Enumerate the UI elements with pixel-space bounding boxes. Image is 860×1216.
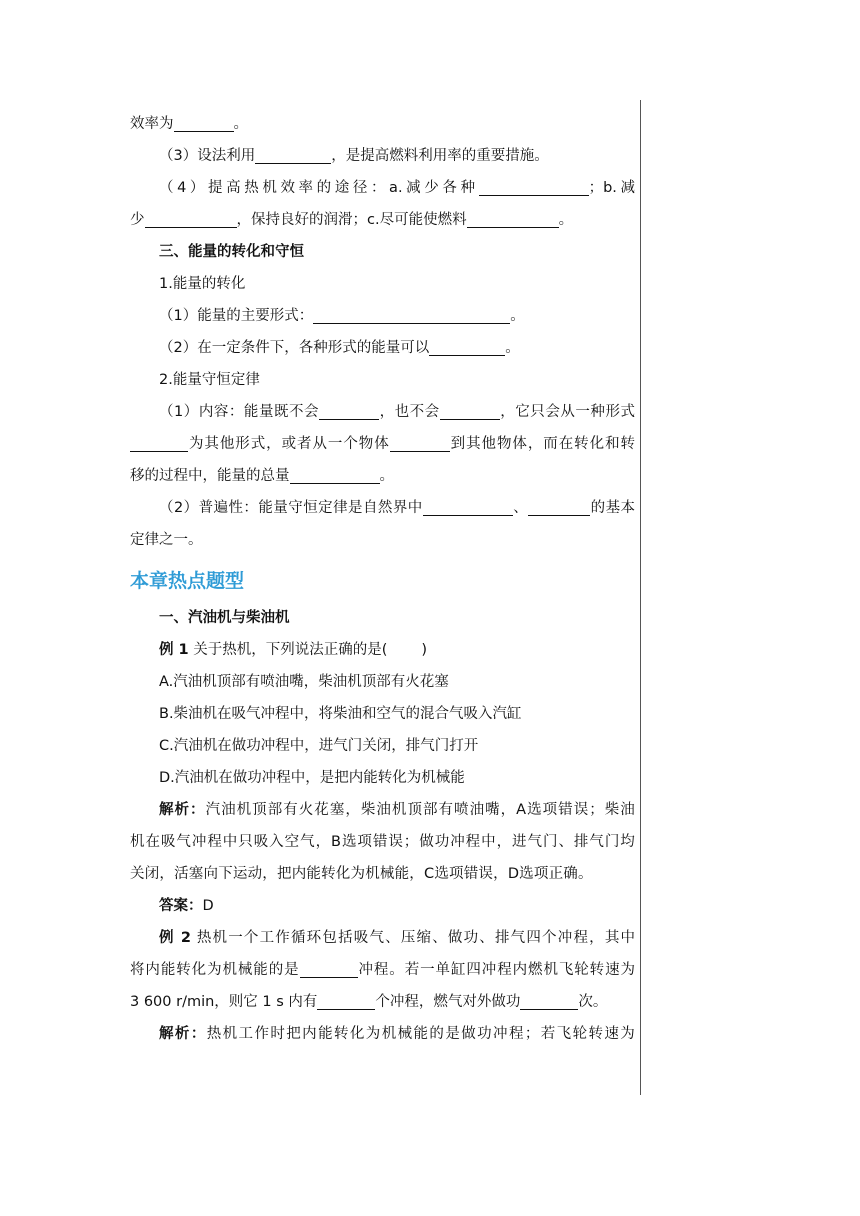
example-2-line2: 将内能转化为机械能的是 冲程。若一单缸四冲程内燃机飞轮转速为 (130, 954, 635, 986)
blank (130, 433, 188, 452)
item-4-line2: 少 ，保持良好的润滑；c.尽可能使燃料 。 (130, 204, 635, 236)
blank (300, 959, 358, 978)
blank (319, 401, 379, 420)
item-4-line1: （4）提高热机效率的途径：a.减少各种 ；b.减 (130, 172, 635, 204)
universal-line1: （2）普遍性：能量守恒定律是自然界中 、 的基本 (130, 492, 635, 524)
blank (429, 337, 505, 356)
example-2-line1: 例 2 热机一个工作循环包括吸气、压缩、做功、排气四个冲程，其中 (159, 930, 636, 946)
blank (440, 401, 500, 420)
blank (317, 991, 375, 1010)
blank (290, 465, 380, 484)
blank (255, 145, 331, 164)
item-3: （3）设法利用 ，是提高燃料利用率的重要措施。 (130, 140, 635, 172)
law-line2: 为其他形式，或者从一个物体 到其他物体，而在转化和转 (130, 428, 635, 460)
ex2-analysis-line1: 解析：热机工作时把内能转化为机械能的是做功冲程；若飞轮转速为 (159, 1026, 635, 1042)
blank (528, 497, 590, 516)
forms-line: （1）能量的主要形式： 。 (130, 300, 635, 332)
option-c: C.汽油机在做功冲程中，进气门关闭，排气门打开 (159, 738, 479, 754)
blank (390, 433, 450, 452)
blank (174, 113, 234, 132)
ex1-analysis-line2: 机在吸气冲程中只吸入空气，B选项错误；做功冲程中，进气门、排气门均 (130, 834, 635, 850)
sub-2-heading: 2.能量守恒定律 (159, 372, 260, 388)
blank (520, 991, 578, 1010)
example-2-line3: 3 600 r/min，则它 1 s 内有 个冲程，燃气对外做功 次。 (130, 986, 635, 1018)
universal-line2: 定律之一。 (130, 532, 203, 548)
law-line1: （1）内容：能量既不会 ，也不会 ，它只会从一种形式 (130, 396, 635, 428)
topic-1-heading: 一、汽油机与柴油机 (159, 610, 290, 626)
option-d: D.汽油机在做功冲程中，是把内能转化为机械能 (159, 770, 465, 786)
ex1-analysis-line3: 关闭，活塞向下运动，把内能转化为机械能，C选项错误，D选项正确。 (130, 866, 593, 882)
ex1-analysis-line1: 解析：汽油机顶部有火花塞，柴油机顶部有喷油嘴，A选项错误；柴油 (159, 802, 635, 818)
section-3-heading: 三、能量的转化和守恒 (159, 244, 304, 260)
chapter-title: 本章热点题型 (130, 570, 245, 592)
content (130, 108, 635, 1050)
law-line3: 移的过程中，能量的总量 。 (130, 460, 635, 492)
blank (145, 209, 237, 228)
sub-1-heading: 1.能量的转化 (159, 276, 246, 292)
margin-line (640, 100, 641, 1095)
option-a: A.汽油机顶部有喷油嘴，柴油机顶部有火花塞 (159, 674, 449, 690)
ex1-answer: 答案：D (159, 898, 214, 914)
line-efficiency: 效率为 。 (130, 108, 635, 140)
blank (313, 305, 510, 324)
convert-line: （2）在一定条件下，各种形式的能量可以 。 (130, 332, 635, 364)
option-b: B.柴油机在吸气冲程中，将柴油和空气的混合气吸入汽缸 (159, 706, 522, 722)
example-1-question: 例 1 关于热机，下列说法正确的是( ) (159, 642, 428, 658)
blank (479, 177, 589, 196)
blank (467, 209, 559, 228)
blank (423, 497, 513, 516)
